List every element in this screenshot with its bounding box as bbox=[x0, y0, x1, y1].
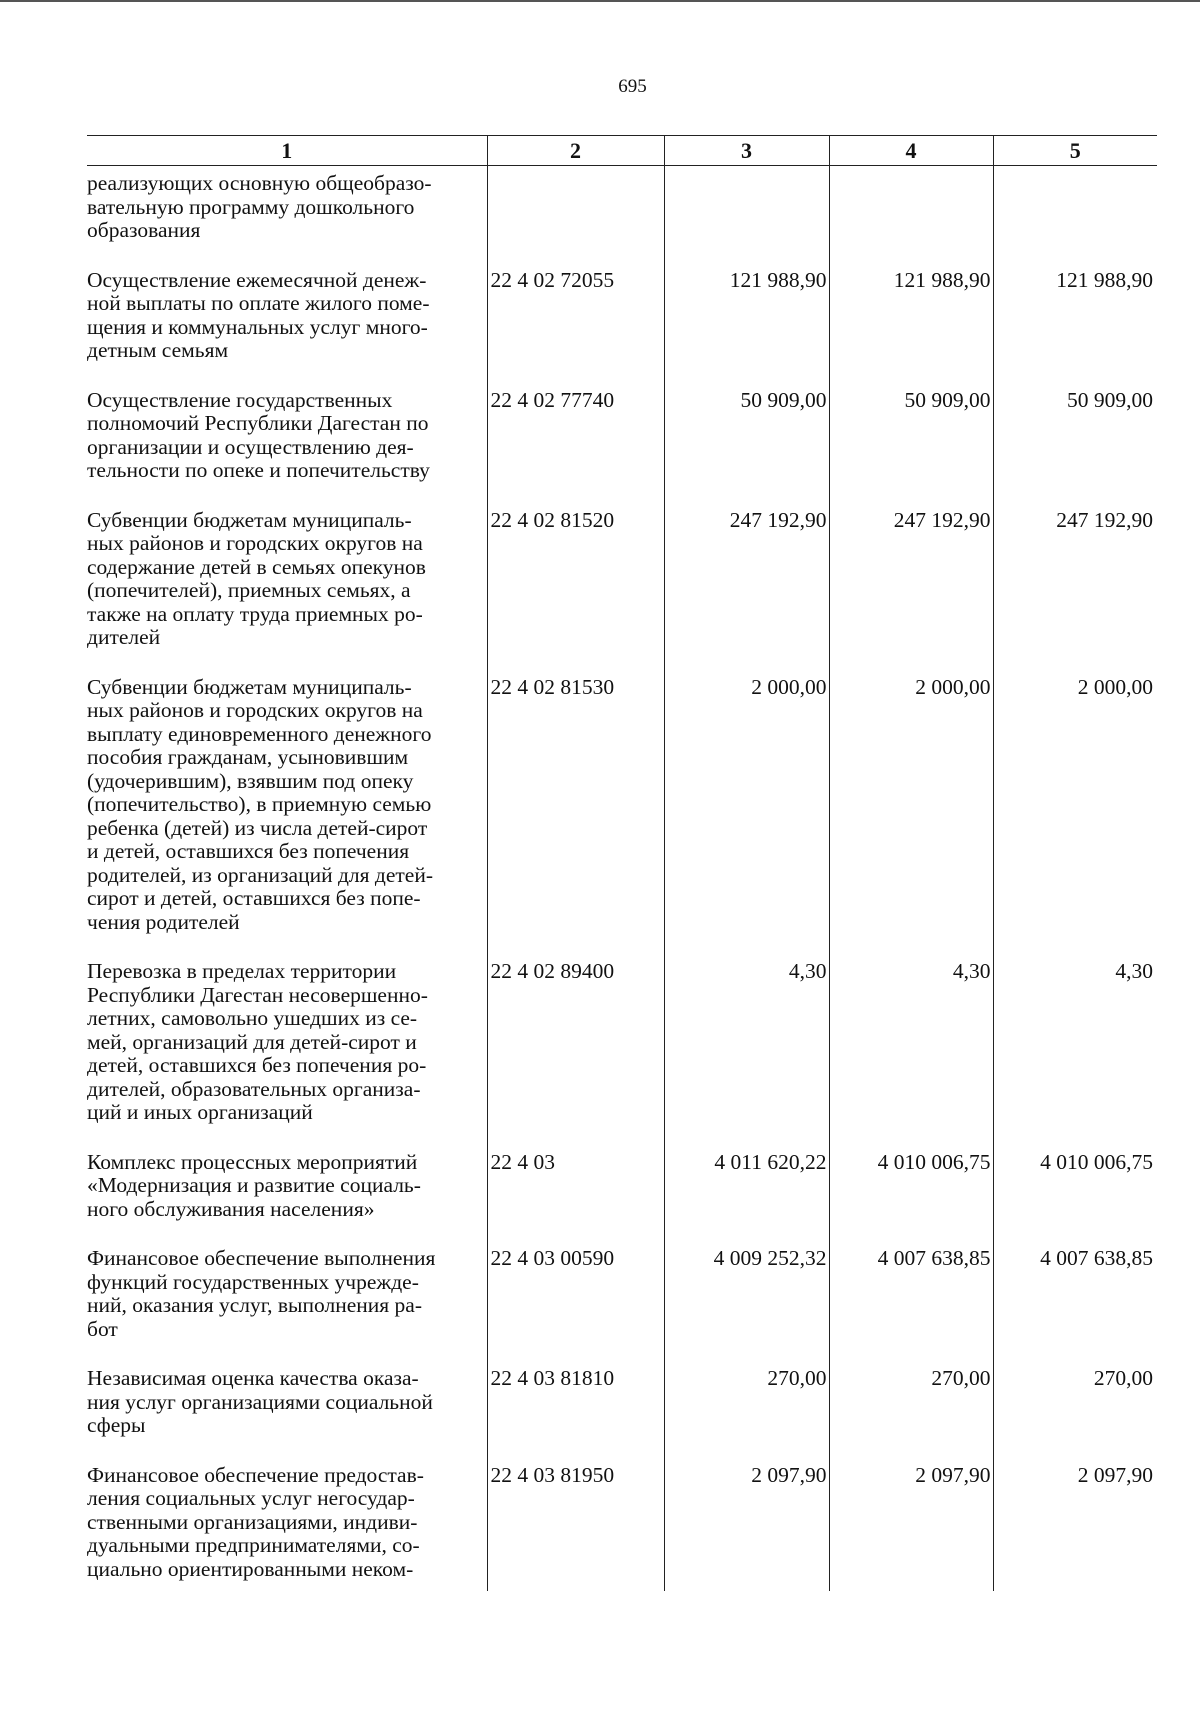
description-line: ных районов и городских округов на bbox=[87, 531, 423, 555]
row-description bbox=[87, 1147, 487, 1244]
table-row bbox=[87, 1460, 1157, 1592]
description-line: циально ориентированными неком- bbox=[87, 1556, 414, 1581]
value-column-4 bbox=[829, 166, 993, 265]
value-column-5: 270,00 bbox=[993, 1363, 1157, 1460]
value-column-5: 121 988,90 bbox=[993, 265, 1157, 385]
description-line: Субвенции бюджетам муниципаль- bbox=[87, 507, 412, 532]
value-column-4: 2 000,00 bbox=[829, 672, 993, 957]
value-column-5: 4 007 638,85 bbox=[993, 1243, 1157, 1363]
value-column-5: 2 000,00 bbox=[993, 672, 1157, 957]
budget-code: 22 4 03 00590 bbox=[487, 1243, 664, 1363]
description-line: выплату единовременного денежного bbox=[87, 721, 432, 746]
table-header bbox=[87, 136, 1157, 166]
value-column-3: 2 097,90 bbox=[664, 1460, 829, 1592]
header-row bbox=[87, 136, 1157, 166]
budget-code: 22 4 02 89400 bbox=[487, 956, 664, 1147]
value-column-4: 270,00 bbox=[829, 1363, 993, 1460]
budget-code: 22 4 02 72055 bbox=[487, 265, 664, 385]
description-line: тельности по опеке и попечительству bbox=[87, 458, 430, 482]
description-line: Финансовое обеспечение предостав- bbox=[87, 1462, 424, 1487]
page-number: 695 bbox=[618, 76, 647, 97]
description-line: вательную программу дошкольного bbox=[87, 194, 415, 219]
budget-table bbox=[87, 135, 1157, 1591]
value-column-5: 4 010 006,75 bbox=[993, 1147, 1157, 1244]
description-line: дителей bbox=[87, 625, 161, 649]
description-line: содержание детей в семьях опекунов bbox=[87, 554, 426, 579]
description-line: ления социальных услуг негосудар- bbox=[87, 1486, 415, 1510]
table-row bbox=[87, 505, 1157, 672]
description-line: реализующих основную общеобразо- bbox=[87, 171, 432, 195]
description-line: чения родителей bbox=[87, 909, 240, 934]
description-line: сферы bbox=[87, 1413, 146, 1437]
description-line: летних, самовольно ушедших из се- bbox=[87, 1006, 418, 1030]
description-line: щения и коммунальных услуг много- bbox=[87, 314, 428, 339]
description-line: ний, оказания услуг, выполнения ра- bbox=[87, 1293, 422, 1317]
row-description bbox=[87, 505, 487, 672]
value-column-4: 4,30 bbox=[829, 956, 993, 1147]
description-line: Осуществление государственных bbox=[87, 387, 393, 412]
description-line: сирот и детей, оставшихся без попе- bbox=[87, 886, 421, 910]
value-column-5 bbox=[993, 166, 1157, 265]
description-line: образования bbox=[87, 218, 201, 242]
description-line: ций и иных организаций bbox=[87, 1100, 313, 1124]
value-column-4: 50 909,00 bbox=[829, 385, 993, 505]
value-column-3: 4 009 252,32 bbox=[664, 1243, 829, 1363]
row-description bbox=[87, 265, 487, 385]
description-line: Комплекс процессных мероприятий bbox=[87, 1149, 418, 1174]
value-column-3: 270,00 bbox=[664, 1363, 829, 1460]
column-header-5: 5 bbox=[993, 136, 1157, 166]
budget-code: 22 4 02 77740 bbox=[487, 385, 664, 505]
row-description bbox=[87, 1243, 487, 1363]
description-line: Республики Дагестан несовершенно- bbox=[87, 982, 428, 1007]
value-column-4: 121 988,90 bbox=[829, 265, 993, 385]
description-line: ственными организациями, индиви- bbox=[87, 1509, 418, 1534]
value-column-4: 4 007 638,85 bbox=[829, 1243, 993, 1363]
description-line: дителей, образовательных организа- bbox=[87, 1076, 421, 1101]
column-header-3: 3 bbox=[664, 136, 829, 166]
value-column-3: 4,30 bbox=[664, 956, 829, 1147]
column-header-1: 1 bbox=[87, 136, 487, 166]
description-line: Финансовое обеспечение выполнения bbox=[87, 1246, 436, 1270]
row-description bbox=[87, 166, 487, 265]
row-description bbox=[87, 956, 487, 1147]
description-line: также на оплату труда приемных ро- bbox=[87, 601, 423, 626]
value-column-5: 4,30 bbox=[993, 956, 1157, 1147]
table-row bbox=[87, 385, 1157, 505]
row-description bbox=[87, 385, 487, 505]
description-line: ных районов и городских округов на bbox=[87, 698, 423, 722]
table-row bbox=[87, 956, 1157, 1147]
description-line: родителей, из организаций для детей- bbox=[87, 862, 433, 887]
value-column-3: 2 000,00 bbox=[664, 672, 829, 957]
description-line: (попечительство), в приемную семью bbox=[87, 792, 432, 816]
budget-code: 22 4 02 81520 bbox=[487, 505, 664, 672]
description-line: детным семьям bbox=[87, 338, 229, 362]
value-column-4: 247 192,90 bbox=[829, 505, 993, 672]
table-row bbox=[87, 1147, 1157, 1244]
value-column-5: 2 097,90 bbox=[993, 1460, 1157, 1592]
table-body bbox=[87, 166, 1157, 1592]
description-line: детей, оставшихся без попечения ро- bbox=[87, 1053, 427, 1077]
table-row bbox=[87, 166, 1157, 265]
description-line: Перевозка в пределах территории bbox=[87, 959, 397, 983]
description-line: Осуществление ежемесячной денеж- bbox=[87, 267, 427, 292]
description-line: организации и осуществлению дея- bbox=[87, 434, 414, 459]
value-column-3: 4 011 620,22 bbox=[664, 1147, 829, 1244]
description-line: «Модернизация и развитие социаль- bbox=[87, 1173, 421, 1197]
value-column-5: 247 192,90 bbox=[993, 505, 1157, 672]
description-line: ребенка (детей) из числа детей-сирот bbox=[87, 815, 428, 840]
description-line: ной выплаты по оплате жилого поме- bbox=[87, 291, 430, 315]
description-line: функций государственных учрежде- bbox=[87, 1269, 419, 1294]
value-column-4: 2 097,90 bbox=[829, 1460, 993, 1592]
value-column-5: 50 909,00 bbox=[993, 385, 1157, 505]
table-row bbox=[87, 672, 1157, 957]
description-line: Субвенции бюджетам муниципаль- bbox=[87, 674, 412, 699]
table-row bbox=[87, 1243, 1157, 1363]
column-header-2: 2 bbox=[487, 136, 664, 166]
budget-code: 22 4 02 81530 bbox=[487, 672, 664, 957]
description-line: ного обслуживания населения» bbox=[87, 1196, 375, 1221]
value-column-4: 4 010 006,75 bbox=[829, 1147, 993, 1244]
description-line: ния услуг организациями социальной bbox=[87, 1389, 433, 1414]
value-column-3 bbox=[664, 166, 829, 265]
description-line: полномочий Республики Дагестан по bbox=[87, 411, 429, 435]
budget-code: 22 4 03 81810 bbox=[487, 1363, 664, 1460]
row-description bbox=[87, 1363, 487, 1460]
description-line: пособия гражданам, усыновившим bbox=[87, 745, 409, 769]
value-column-3: 121 988,90 bbox=[664, 265, 829, 385]
budget-code: 22 4 03 bbox=[487, 1147, 664, 1244]
description-line: дуальными предпринимателями, со- bbox=[87, 1533, 420, 1557]
row-description bbox=[87, 672, 487, 957]
description-line: Независимая оценка качества оказа- bbox=[87, 1366, 419, 1390]
budget-code bbox=[487, 166, 664, 265]
column-header-4: 4 bbox=[829, 136, 993, 166]
row-description bbox=[87, 1460, 487, 1592]
description-line: (удочерившим), взявшим под опеку bbox=[87, 768, 414, 793]
table-row bbox=[87, 265, 1157, 385]
description-line: и детей, оставшихся без попечения bbox=[87, 839, 410, 863]
budget-code: 22 4 03 81950 bbox=[487, 1460, 664, 1592]
value-column-3: 50 909,00 bbox=[664, 385, 829, 505]
scan-top-edge bbox=[0, 0, 1200, 2]
description-line: бот bbox=[87, 1316, 118, 1341]
value-column-3: 247 192,90 bbox=[664, 505, 829, 672]
description-line: мей, организаций для детей-сирот и bbox=[87, 1029, 417, 1054]
table-row bbox=[87, 1363, 1157, 1460]
description-line: (попечителей), приемных семьях, а bbox=[87, 578, 411, 602]
